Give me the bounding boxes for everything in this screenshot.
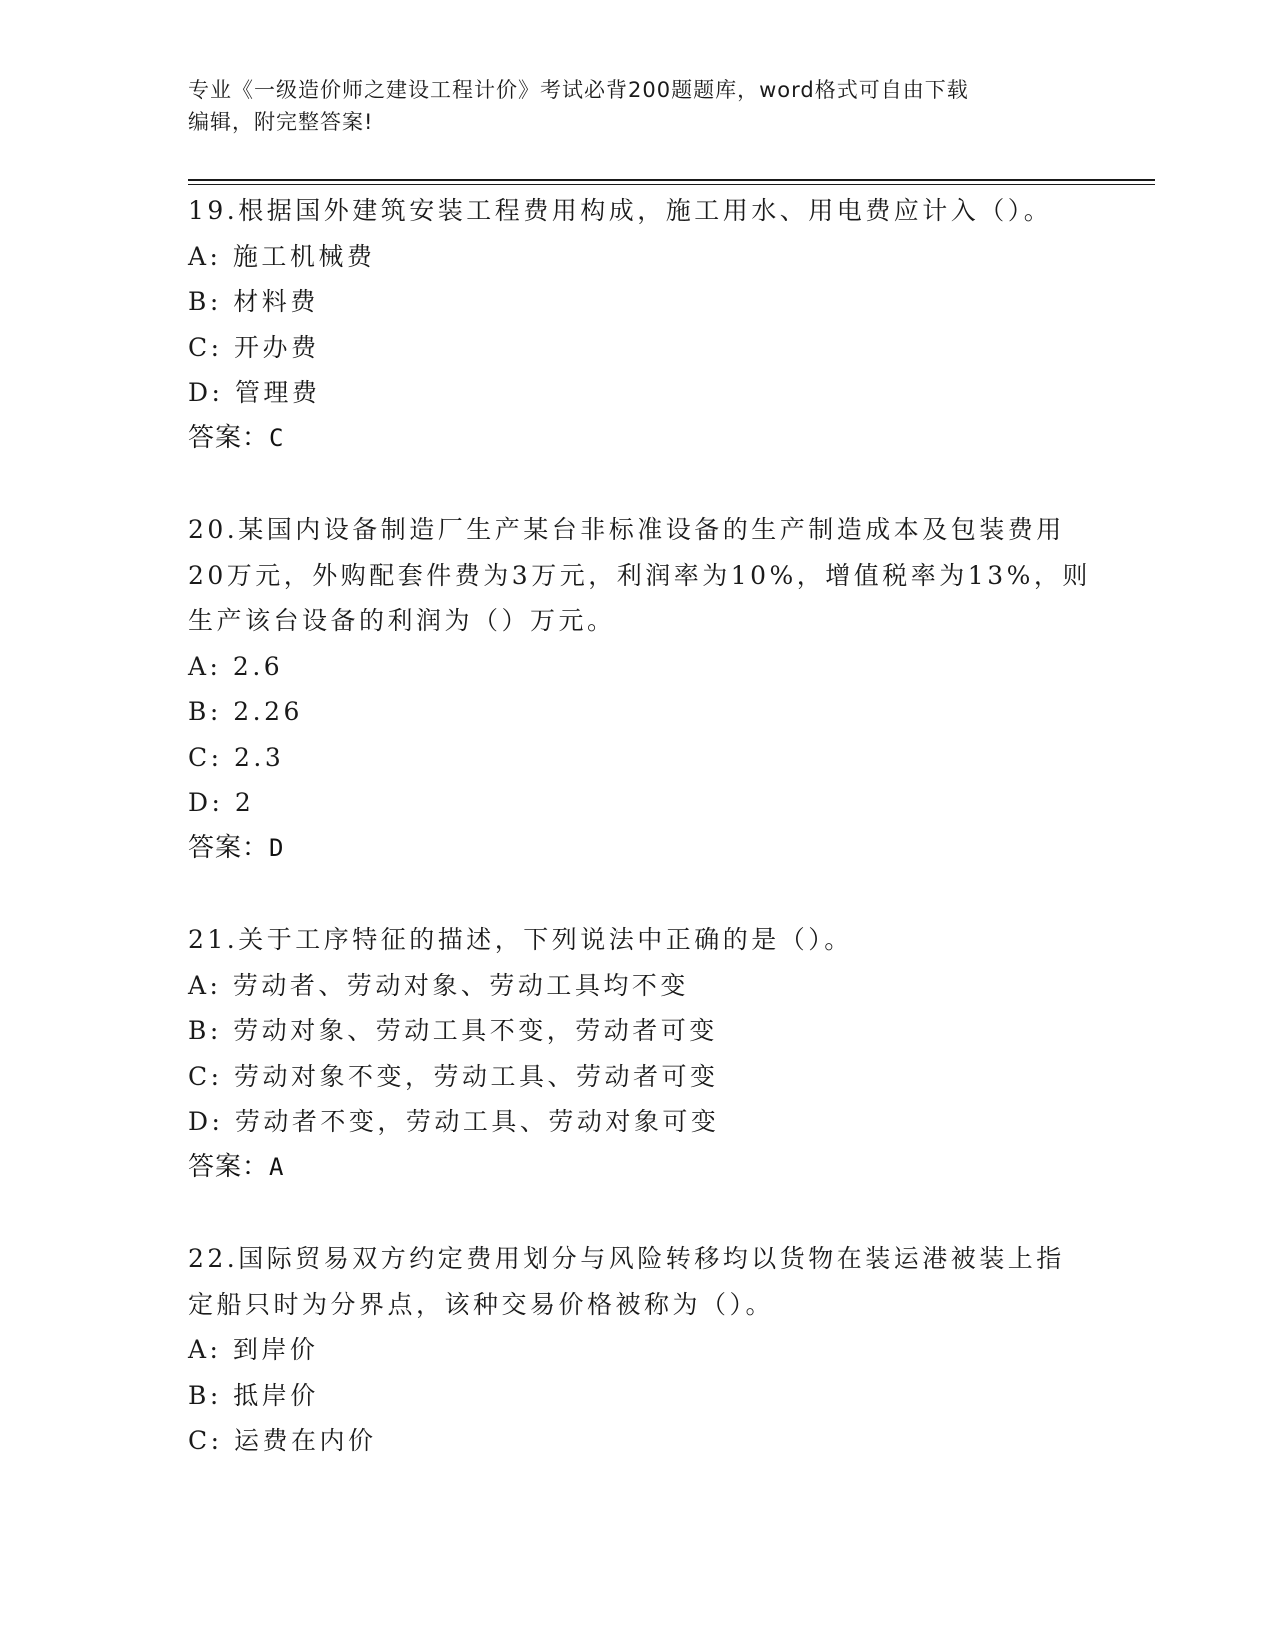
question-stem: 20.某国内设备制造厂生产某台非标准设备的生产制造成本及包装费用 xyxy=(188,515,1065,544)
option-b: B: 抵岸价 xyxy=(188,1380,319,1410)
answer-label: 答案： xyxy=(188,832,270,863)
answer-line xyxy=(188,1145,1088,1191)
answer-line xyxy=(188,826,1088,872)
header-divider-thin xyxy=(188,184,1155,185)
option-a: A: 劳动者、劳动对象、劳动工具均不变 xyxy=(188,970,689,1000)
option-d: D: 2 xyxy=(188,788,255,817)
question-22 xyxy=(188,1236,1088,1464)
option-b: B: 劳动对象、劳动工具不变，劳动者可变 xyxy=(188,1016,718,1045)
option-a: A: 2.6 xyxy=(188,651,284,681)
answer-line xyxy=(188,416,1088,462)
question-21 xyxy=(188,917,1088,1190)
question-20 xyxy=(188,507,1091,871)
question-stem: 19.根据国外建筑安装工程费用构成，施工用水、用电费应计入（）。 xyxy=(188,196,1053,225)
question-stem: 生产该台设备的利润为（）万元。 xyxy=(188,606,616,635)
header-line-1: 专业《一级造价师之建设工程计价》考试必背200题题库，word格式可自由下载 xyxy=(188,78,969,102)
option-d: D: 管理费 xyxy=(188,378,321,407)
answer-label: 答案： xyxy=(188,1151,270,1182)
answer-value: A xyxy=(269,1152,285,1181)
question-stem: 22.国际贸易双方约定费用划分与风险转移均以货物在装运港被装上指 xyxy=(188,1244,1065,1273)
option-c: C: 开办费 xyxy=(188,332,320,362)
header-line-2: 编辑，附完整答案! xyxy=(188,110,374,134)
answer-value: D xyxy=(269,833,285,862)
answer-value: C xyxy=(269,423,285,452)
question-stem: 定船只时为分界点，该种交易价格被称为（）。 xyxy=(188,1289,775,1319)
option-b: B: 材料费 xyxy=(188,287,319,316)
question-stem: 20万元，外购配套件费为3万元，利润率为10%，增值税率为13%，则 xyxy=(188,560,1091,590)
question-stem: 21.关于工序特征的描述，下列说法中正确的是（）。 xyxy=(188,925,853,954)
question-19 xyxy=(188,188,1088,461)
option-c: C: 2.3 xyxy=(188,742,285,772)
answer-label: 答案： xyxy=(188,422,270,453)
header-divider-thick xyxy=(188,179,1155,181)
question-list xyxy=(188,188,1091,1510)
option-b: B: 2.26 xyxy=(188,697,303,726)
option-c: C: 劳动对象不变，劳动工具、劳动者可变 xyxy=(188,1061,719,1091)
option-d: D: 劳动者不变，劳动工具、劳动对象可变 xyxy=(188,1107,720,1136)
document-header xyxy=(188,74,1088,138)
option-c: C: 运费在内价 xyxy=(188,1426,377,1455)
option-a: A: 施工机械费 xyxy=(188,241,376,271)
option-a: A: 到岸价 xyxy=(188,1335,319,1364)
